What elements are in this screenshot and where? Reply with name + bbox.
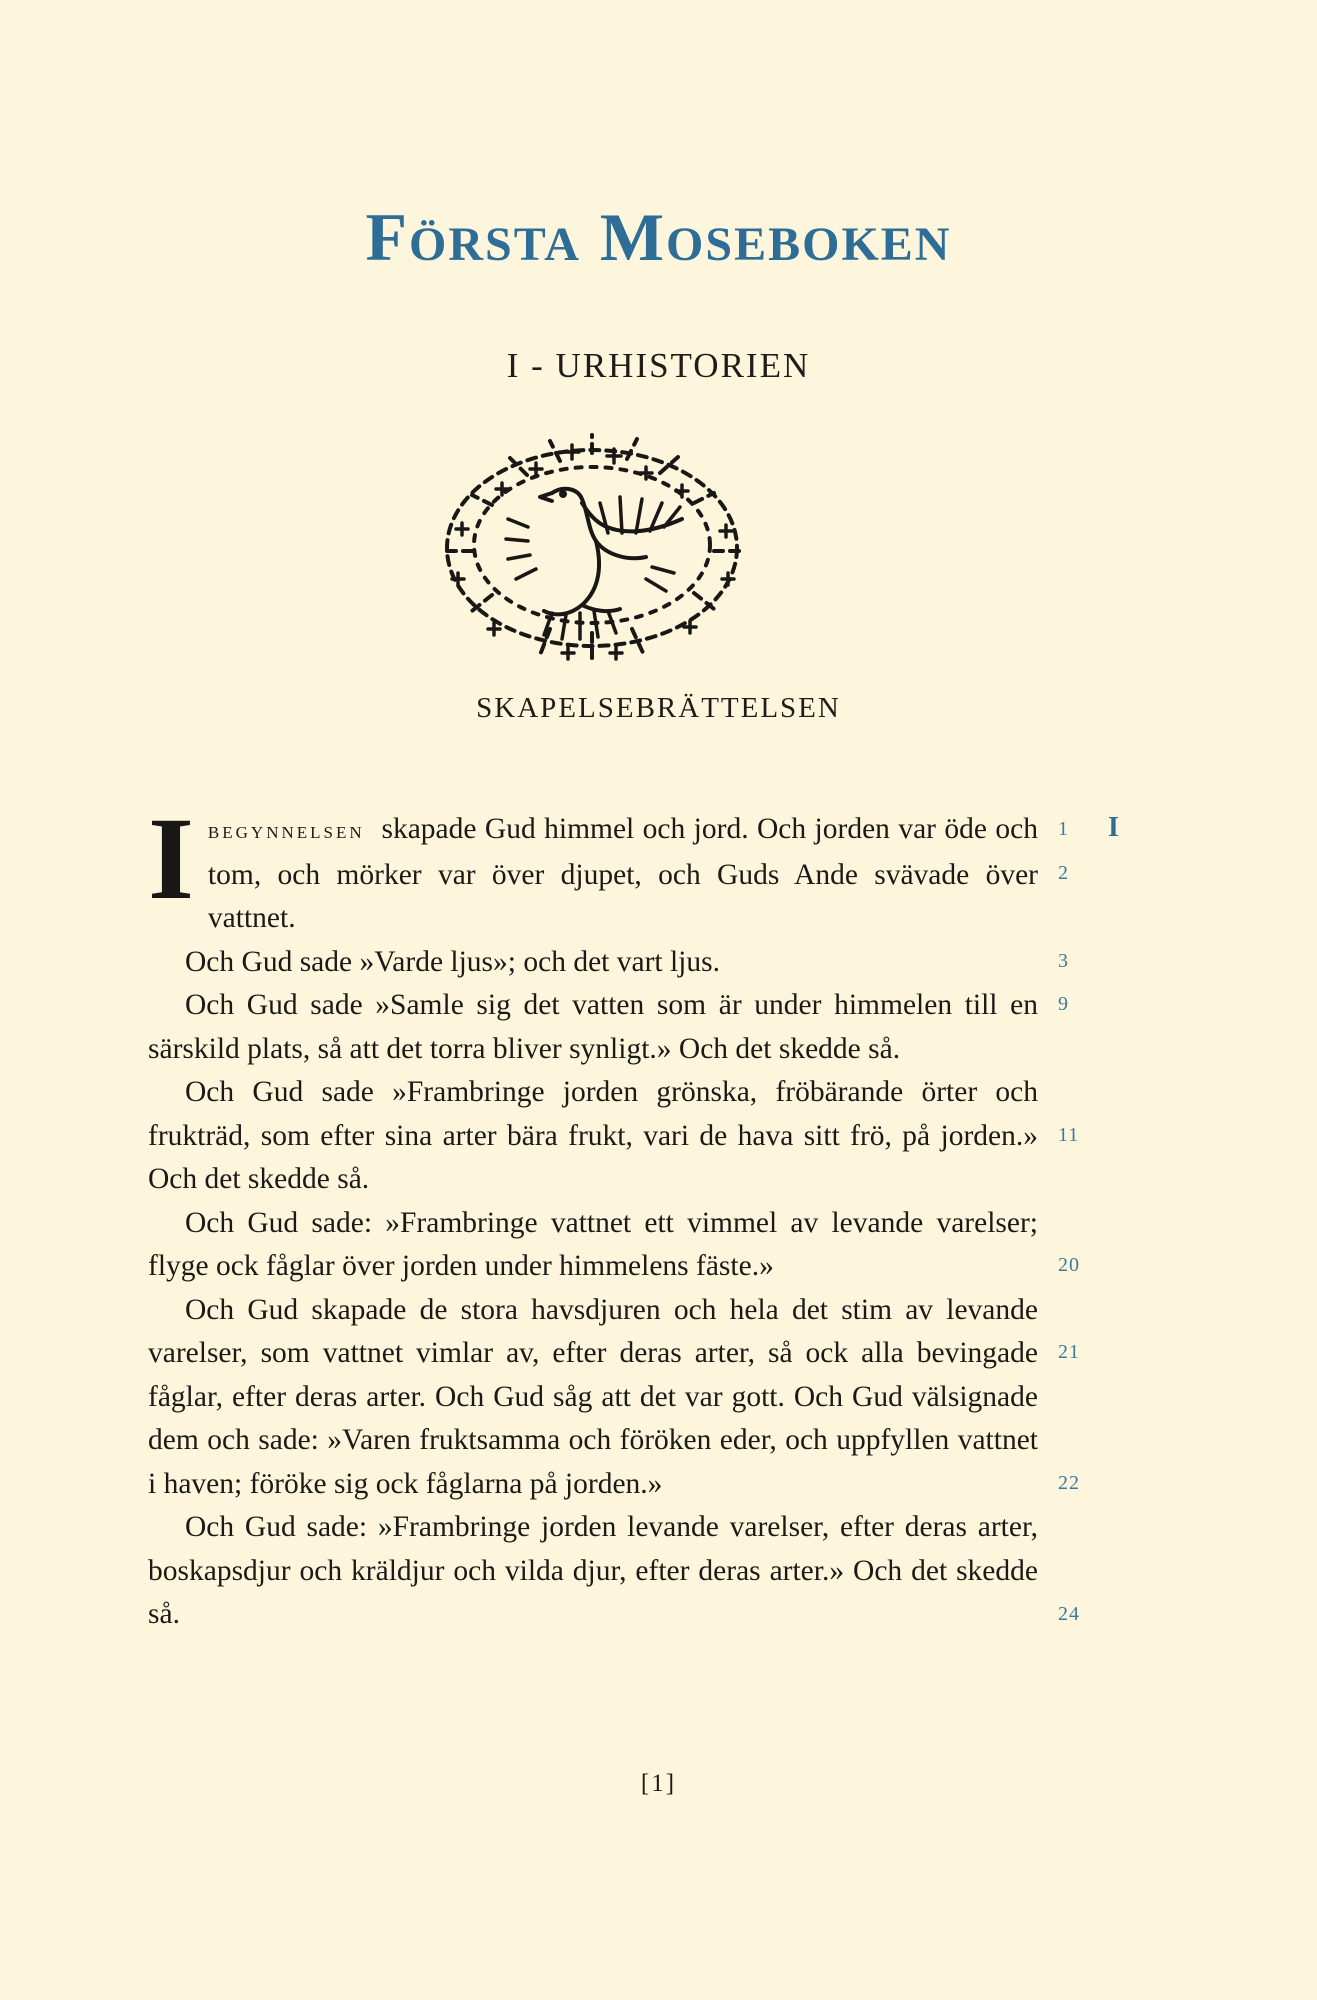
paragraph-4: Och Gud sade »Frambringe jorden grönska, fröbärande örter och frukträd, som efter sina arter bära frukt, vari de hava sitt frö, på jorden.» Och det skedde så. bbox=[148, 1076, 1038, 1195]
paragraph-7: Och Gud sade: »Frambringe jorden levande varelser, efter deras arter, boskapsdjur och kräldjur och vilda djur, efter deras arter.» Och det skedde så. bbox=[148, 1511, 1038, 1630]
drop-cap: I bbox=[148, 793, 194, 924]
part-title: I - URHISTORIEN bbox=[506, 346, 811, 385]
paragraph-3: Och Gud sade »Samle sig det vatten som är under himmelen till en särskild plats, så att det torra bliver synligt.» Och det skedde så. bbox=[148, 989, 1038, 1065]
book-title: Första Moseboken bbox=[365, 199, 952, 275]
paragraph-2: Och Gud sade »Varde ljus»; och det vart ljus. bbox=[185, 945, 720, 978]
verse-number: 22 bbox=[1058, 1472, 1080, 1494]
scripture-text bbox=[148, 793, 1039, 1637]
dove-illustration bbox=[432, 433, 752, 668]
opening-smallcaps: begynnelsen bbox=[207, 818, 365, 844]
verse-number: 9 bbox=[1058, 993, 1069, 1015]
verse-number: 24 bbox=[1058, 1603, 1080, 1625]
chapter-number: I bbox=[1108, 812, 1119, 843]
verse-number: 3 bbox=[1058, 950, 1069, 972]
verse-number: 2 bbox=[1058, 862, 1069, 884]
verse-number: 11 bbox=[1058, 1124, 1080, 1146]
dove-icon bbox=[432, 433, 752, 668]
paragraph-6: Och Gud skapade de stora havsdjuren och hela det stim av levande varelser, som vattnet vimlar av, efter deras arter, så ock alla bevingade fåglar, efter deras arter. Och Gud såg att det var gott. Och Gud välsignade dem och sade: »Varen fruktsamma och föröken eder, och uppfyllen vattnet i haven; föröke sig ock fåglarna på jorden.» bbox=[148, 1293, 1038, 1500]
section-title: SKAPELSEBRÄTTELSEN bbox=[476, 692, 841, 724]
verse-number: 1 bbox=[1058, 818, 1069, 840]
verse-number: 21 bbox=[1058, 1341, 1080, 1363]
paragraph-text: skapade Gud himmel och jord. Och jorden var öde och tom, och mörker var över djupet, och Guds Ande svävade över vattnet. bbox=[207, 813, 1039, 934]
paragraph-5: Och Gud sade: »Frambringe vattnet ett vimmel av levande varelser; flyge ock fåglar över jorden under himmelens fäste.» bbox=[148, 1206, 1038, 1282]
paragraph-1 bbox=[148, 793, 1039, 941]
verse-number: 20 bbox=[1058, 1254, 1080, 1276]
page-number: [1] bbox=[640, 1770, 677, 1797]
